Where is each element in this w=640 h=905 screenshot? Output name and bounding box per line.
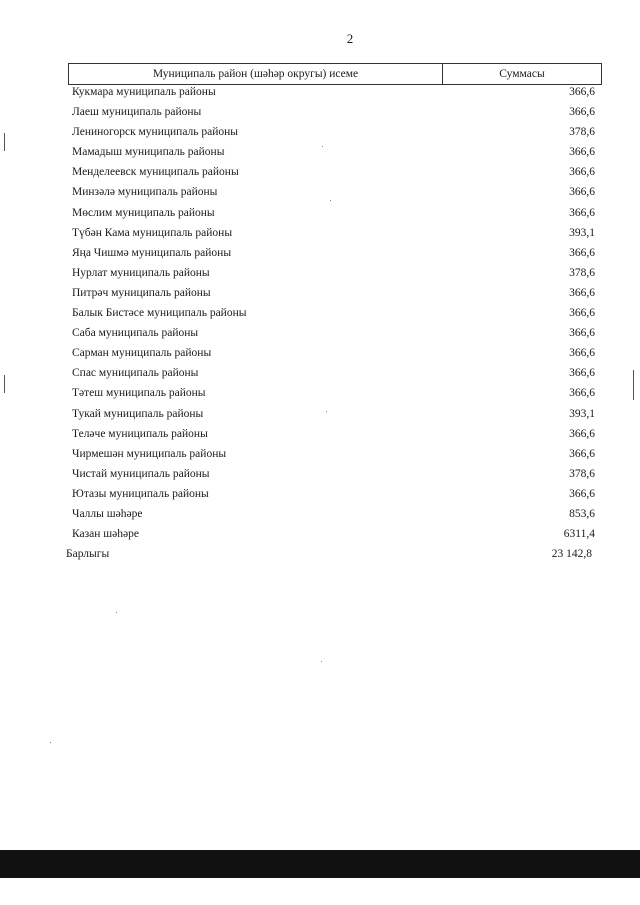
table-body	[0, 84, 640, 566]
row-sum: 366,6	[569, 307, 595, 320]
row-sum: 366,6	[569, 367, 595, 380]
table-row	[0, 205, 640, 225]
total-label: Барлыгы	[66, 548, 110, 561]
table-row	[0, 285, 640, 305]
row-name: Тәтеш муниципаль районы	[72, 387, 206, 400]
table-row	[0, 84, 640, 104]
scan-speck	[116, 612, 117, 613]
page-number: 2	[346, 31, 354, 46]
row-sum: 853,6	[569, 507, 595, 520]
table-row	[0, 446, 640, 466]
row-name: Чирмешән муниципаль районы	[72, 447, 227, 460]
row-name: Саба муниципаль районы	[72, 327, 199, 340]
table-row	[0, 406, 640, 426]
row-name: Кукмара муниципаль районы	[72, 86, 216, 98]
row-name: Балык Бистәсе муниципаль районы	[72, 307, 247, 320]
table-row	[0, 164, 640, 184]
row-name: Менделеевск муниципаль районы	[72, 166, 239, 179]
scan-speck	[322, 146, 323, 147]
row-name: Мөслим муниципаль районы	[72, 206, 215, 219]
row-sum: 366,6	[569, 146, 595, 159]
scan-speck	[330, 200, 331, 201]
row-name: Лаеш муниципаль районы	[72, 106, 202, 119]
row-sum: 378,6	[569, 467, 595, 480]
row-name: Яңа Чишмә муниципаль районы	[72, 246, 232, 259]
table-row	[0, 385, 640, 405]
table-row	[0, 245, 640, 265]
row-name: Тукай муниципаль районы	[72, 407, 204, 420]
row-sum: 393,1	[569, 407, 595, 420]
row-sum: 366,6	[569, 427, 595, 440]
row-sum: 393,1	[569, 226, 595, 239]
table-row	[0, 305, 640, 325]
scan-speck	[321, 661, 322, 662]
table-row	[0, 526, 640, 546]
row-name: Минзәлә муниципаль районы	[72, 186, 218, 199]
row-sum: 366,6	[569, 387, 595, 400]
row-sum: 366,6	[569, 286, 595, 299]
row-sum: 366,6	[569, 206, 595, 219]
total-sum: 23 142,8	[551, 548, 592, 561]
header-sum-column: Суммасы	[499, 68, 545, 80]
row-name: Түбән Кама муниципаль районы	[72, 226, 233, 239]
row-name: Лениногорск муниципаль районы	[72, 126, 239, 139]
row-sum: 378,6	[569, 126, 595, 139]
table-row	[0, 426, 640, 446]
row-sum: 366,6	[569, 106, 595, 119]
row-name: Казан шәһәре	[72, 528, 139, 541]
table-row	[0, 486, 640, 506]
scan-artifact-line	[4, 133, 5, 151]
table-row	[0, 104, 640, 124]
table-row	[0, 184, 640, 204]
scan-bottom-edge	[0, 850, 640, 878]
row-name: Ютазы муниципаль районы	[72, 487, 209, 500]
row-name: Спас муниципаль районы	[72, 367, 199, 380]
row-name: Чаллы шәһәре	[72, 507, 143, 520]
table-row	[0, 265, 640, 285]
table-row	[0, 225, 640, 245]
row-sum: 366,6	[569, 186, 595, 199]
table-row	[0, 365, 640, 385]
scan-speck	[50, 742, 51, 743]
row-sum: 366,6	[569, 487, 595, 500]
row-sum: 366,6	[569, 447, 595, 460]
row-sum: 366,6	[569, 347, 595, 360]
table-row	[0, 506, 640, 526]
row-name: Мамадыш муниципаль районы	[72, 146, 225, 159]
row-sum: 366,6	[569, 166, 595, 179]
row-sum: 6311,4	[563, 528, 595, 541]
scan-artifact-line	[633, 370, 634, 400]
header-name-column: Муниципаль район (шәһәр округы) исеме	[69, 64, 443, 84]
table-row	[0, 345, 640, 365]
total-row	[0, 546, 640, 566]
scan-artifact-line	[4, 375, 5, 393]
table-header	[68, 63, 602, 85]
row-name: Чистай муниципаль районы	[72, 467, 210, 480]
table-row	[0, 144, 640, 164]
table-row	[0, 325, 640, 345]
row-sum: 366,6	[569, 327, 595, 340]
row-name: Нурлат муниципаль районы	[72, 266, 210, 279]
row-name: Сарман муниципаль районы	[72, 347, 212, 360]
scan-speck	[326, 411, 327, 412]
row-sum: 366,6	[569, 246, 595, 259]
row-name: Теләче муниципаль районы	[72, 427, 208, 440]
row-sum: 366,6	[569, 86, 595, 98]
row-sum: 378,6	[569, 266, 595, 279]
row-name: Питрәч муниципаль районы	[72, 286, 211, 299]
table-row	[0, 124, 640, 144]
table-row	[0, 466, 640, 486]
